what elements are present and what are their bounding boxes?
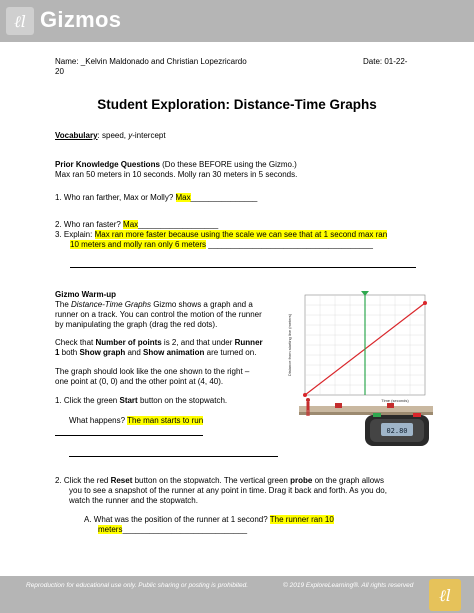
prior-question-3: 3. Explain: Max ran more faster because using the scale we can see that at 1 second max ran: [55, 230, 388, 239]
stopwatch: [365, 413, 429, 446]
answer-warmup-q2a-line1: The runner ran 10: [269, 515, 334, 524]
explorelearning-el-icon: [6, 7, 34, 35]
y-axis-label: Distance from starting line (meters): [287, 313, 292, 377]
stopwatch-reset-button: [413, 413, 421, 417]
warmup-question-2-line3: watch the runner and the stopwatch.: [69, 496, 198, 505]
warmup-para3-line2: one point at (0, 0) and the other point at (4, 40).: [55, 377, 224, 386]
vocabulary-line: Vocabulary: speed, y-intercept: [55, 131, 166, 140]
warmup-para3-line1: The graph should look like the one shown to the right –: [55, 367, 250, 376]
warmup-question-1: 1. Click the green Start button on the stopwatch.: [55, 396, 228, 405]
document-title: Student Exploration: Distance-Time Graphs: [97, 97, 377, 112]
name-line: Name: _Kelvin Maldonado and Christian Lopezricardo: [55, 57, 247, 66]
warmup-para2-line1: Check that Number of points is 2, and that under Runner: [55, 338, 263, 347]
x-axis-label: Time (seconds): [381, 398, 409, 403]
graph-point-start: [303, 393, 307, 397]
prior-knowledge-heading: Prior Knowledge Questions (Do these BEFORE using the Gizmo.): [55, 160, 297, 169]
warmup-para2-line2: 1 both Show graph and Show animation are turned on.: [55, 348, 257, 357]
stopwatch-time: 02.80: [386, 427, 408, 435]
explorelearning-footer-icon: [429, 579, 461, 611]
answer-warmup-q2a-line2: meters: [98, 525, 123, 534]
svg-text:ℓl: ℓl: [14, 12, 26, 31]
answer-q3-line2: 10 meters and molly ran only 6 meters: [70, 240, 207, 249]
running-track: [299, 406, 433, 412]
gizmo-graph-screenshot: [283, 289, 443, 449]
distance-marker-flag: [335, 403, 342, 408]
answer-q3-line1: Max ran more faster because using the scale we can see that at 1 second max ran: [94, 230, 388, 239]
answer-line-warmup-q1b: [69, 456, 278, 457]
footer-bar: [0, 576, 474, 613]
answer-line-warmup-q1: [55, 435, 203, 436]
brand-title: Gizmos: [40, 7, 122, 32]
warmup-para1-line2: runner on a track. You can control the motion of the runner: [55, 310, 262, 319]
gizmos-header-bar: [0, 0, 474, 42]
stopwatch-start-button: [373, 413, 381, 417]
answer-q1: Max: [175, 193, 191, 202]
answer-line-blank: [70, 267, 416, 268]
warmup-question-2-line1: 2. Click the red Reset button on the stopwatch. The vertical green probe on the graph allows: [55, 476, 384, 485]
prior-question-1: 1. Who ran farther, Max or Molly? Max_______________: [55, 193, 258, 202]
answer-q2: Max: [123, 220, 139, 229]
date-line: Date: 01-22-: [363, 57, 408, 66]
warmup-question-2a-cont: meters____________________________: [98, 525, 248, 534]
prior-scenario: Max ran 50 meters in 10 seconds. Molly ran 30 meters in 5 seconds.: [55, 170, 298, 179]
warmup-heading: Gizmo Warm-up: [55, 290, 117, 299]
graph-point-end: [423, 301, 427, 305]
warmup-question-2-line2: you to see a snapshot of the runner at any point in time. Drag it back and forth. As you do,: [69, 486, 387, 495]
date-line-cont: 20: [55, 67, 64, 76]
distance-marker-flag-2: [387, 403, 394, 408]
svg-text:ℓl: ℓl: [439, 586, 451, 605]
footer-copyright: © 2019 ExploreLearning®. All rights reserved: [283, 582, 414, 589]
warmup-para1-line3: by manipulating the graph (drag the red dots).: [55, 320, 218, 329]
footer-reproduction-notice: Reproduction for educational use only. Public sharing or posting is prohibited.: [26, 582, 249, 589]
vocabulary-label: Vocabulary: [55, 131, 98, 140]
warmup-question-2a: A. What was the position of the runner at 1 second? The runner ran 10: [84, 515, 334, 524]
prior-question-2: 2. Who ran faster? Max__________________: [55, 220, 219, 229]
answer-warmup-q1: The man starts to run: [127, 416, 204, 425]
prior-question-3-cont: 10 meters and molly ran only 6 meters _____________________________________: [70, 240, 373, 249]
warmup-question-1-prompt: What happens? The man starts to run: [69, 416, 204, 425]
warmup-para1-line1: The Distance-Time Graphs Gizmo shows a graph and a: [55, 300, 253, 309]
